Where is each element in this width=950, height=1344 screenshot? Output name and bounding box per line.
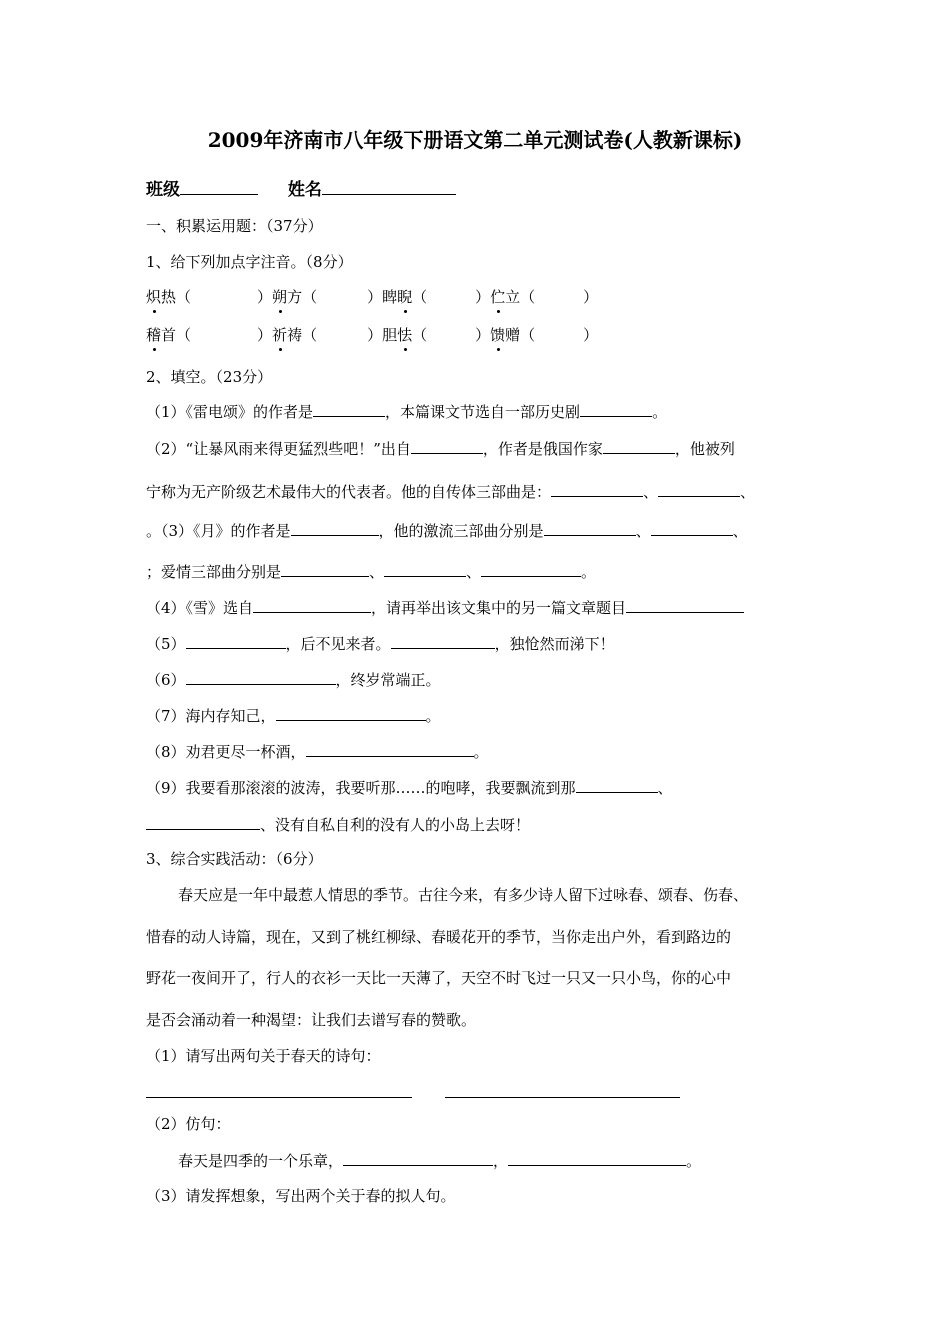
fill-line-8: （6） ，终岁常端正。 — [146, 671, 441, 689]
answer-blank[interactable] — [626, 597, 744, 613]
answer-blank[interactable] — [253, 597, 371, 613]
answer-blank[interactable] — [411, 438, 483, 454]
imitation-line: 春天是四季的一个乐章， ， 。 — [178, 1152, 702, 1170]
answer-blank[interactable] — [508, 1150, 686, 1166]
answer-blank[interactable] — [146, 814, 260, 830]
answer-blank[interactable] — [186, 669, 336, 685]
fill-line-10: （8）劝君更尽一杯酒， 。 — [146, 743, 489, 761]
sub-question: （2）仿句： — [146, 1115, 231, 1133]
question-heading: 2、填空。（23分） — [146, 368, 273, 386]
dotted-char: 睨 — [397, 288, 413, 306]
answer-blank[interactable] — [580, 401, 652, 417]
name-label: 姓名 — [287, 180, 322, 200]
fill-line-5: ；爱情三部曲分别是 、 、 。 — [146, 563, 597, 581]
dotted-char: 炽 — [146, 288, 162, 306]
answer-blank[interactable] — [544, 520, 636, 536]
pinyin-row-2: 稽首（ ）祈祷（ ）胆怯（ ）馈赠（ ） — [146, 326, 599, 344]
fill-line-11: （9）我要看那滚滚的波涛，我要听那……的咆哮，我要飘流到那 、 — [146, 779, 673, 797]
answer-blank[interactable] — [186, 633, 286, 649]
class-label: 班级 — [146, 180, 180, 200]
dotted-char: 稽 — [146, 326, 162, 344]
passage-line: 野花一夜间开了，行人的衣衫一天比一天薄了，天空不时飞过一只又一只小鸟，你的心中 — [146, 969, 732, 987]
dotted-char: 伫 — [490, 288, 506, 306]
student-info-row — [146, 179, 456, 201]
answer-blank[interactable] — [281, 561, 369, 577]
answer-blank[interactable] — [313, 401, 385, 417]
fill-line-4: 。（3）《月》的作者是 ，他的激流三部曲分别是 、 、 — [146, 522, 748, 540]
fill-line-7: （5） ，后不见来者。 ，独怆然而涕下！ — [146, 635, 615, 653]
fill-line-1: （1）《雷电颂》的作者是 ，本篇课文节选自一部历史剧 。 — [146, 403, 668, 421]
passage-line: 春天应是一年中最惹人情思的季节。古往今来，有多少诗人留下过咏春、颂春、伤春、 — [178, 886, 749, 904]
answer-blank[interactable] — [603, 438, 675, 454]
fill-line-2: （2）“让暴风雨来得更猛烈些吧！”出自 ，作者是俄国作家 ，他被列 — [146, 440, 735, 458]
answer-blank[interactable] — [276, 705, 426, 721]
question-heading: 1、给下列加点字注音。（8分） — [146, 253, 353, 271]
dotted-char: 怯 — [397, 326, 413, 344]
answer-blank[interactable] — [306, 741, 474, 757]
answer-blank[interactable] — [343, 1150, 493, 1166]
answer-blank[interactable] — [291, 520, 379, 536]
answer-blank[interactable] — [576, 777, 658, 793]
section-heading: 一、积累运用题：（37分） — [146, 217, 323, 235]
class-field[interactable] — [180, 179, 258, 195]
name-field[interactable] — [322, 179, 456, 195]
answer-blank[interactable] — [551, 481, 643, 497]
fill-line-6: （4）《雪》选自 ，请再举出该文集中的另一篇文章题目 — [146, 597, 744, 619]
answer-blank[interactable] — [384, 561, 466, 577]
answer-blank[interactable] — [481, 561, 581, 577]
fill-line-12: 、没有自私自利的没有人的小岛上去呀！ — [146, 814, 530, 836]
answer-blank[interactable] — [658, 481, 740, 497]
dotted-char: 朔 — [272, 288, 288, 306]
dotted-char: 馈 — [490, 326, 506, 344]
passage-line: 惜春的动人诗篇，现在，又到了桃红柳绿、春暖花开的季节，当你走出户外，看到路边的 — [146, 928, 732, 946]
page-title: 2009年济南市八年级下册语文第二单元测试卷(人教新课标) — [207, 128, 743, 152]
dotted-char: 祈 — [272, 326, 288, 344]
question-heading: 3、综合实践活动：（6分） — [146, 850, 323, 868]
pinyin-row-1: 炽热（ ）朔方（ ）睥睨（ ）伫立（ ） — [146, 288, 599, 306]
passage-line: 是否会涌动着一种渴望：让我们去谱写春的赞歌。 — [146, 1011, 477, 1029]
fill-line-3: 宁称为无产阶级艺术最伟大的代表者。他的自传体三部曲是： 、 、 — [146, 483, 756, 501]
fill-line-9: （7）海内存知己， 。 — [146, 707, 441, 725]
sub-question: （1）请写出两句关于春天的诗句： — [146, 1047, 381, 1065]
sub-question: （3）请发挥想象，写出两个关于春的拟人句。 — [146, 1187, 456, 1205]
answer-blank[interactable] — [391, 633, 495, 649]
answer-line[interactable] — [445, 1097, 680, 1098]
answer-blank[interactable] — [651, 520, 733, 536]
answer-line[interactable] — [146, 1097, 412, 1098]
